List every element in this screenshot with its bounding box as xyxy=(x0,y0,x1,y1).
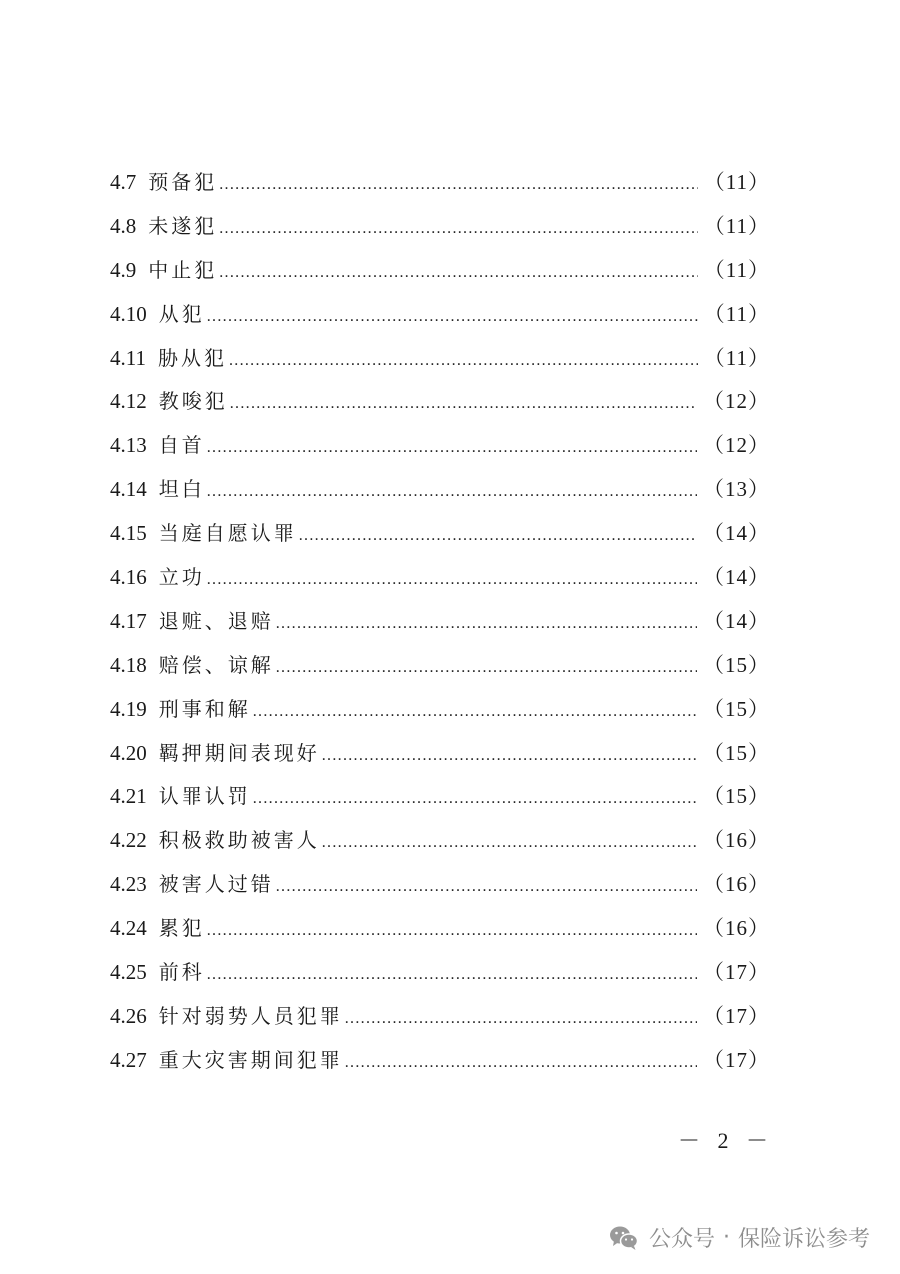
toc-entry-page: （17） xyxy=(703,1003,770,1028)
toc-entry-page: （15） xyxy=(703,784,770,809)
toc-entry-number: 4.21 xyxy=(110,784,147,809)
toc-entry xyxy=(110,517,770,561)
toc-entry xyxy=(110,693,770,737)
toc-dot-leader xyxy=(207,966,697,984)
toc-entry-number: 4.17 xyxy=(110,608,147,633)
toc-entry-title: 预备犯 xyxy=(148,170,218,194)
toc-entry-title: 重大灾害期间犯罪 xyxy=(158,1047,343,1072)
toc-entry-title: 从犯 xyxy=(158,301,205,326)
toc-entry xyxy=(110,737,770,781)
toc-entry-title: 刑事和解 xyxy=(158,696,251,721)
toc-dot-leader xyxy=(276,878,697,896)
toc-dot-leader xyxy=(219,220,698,238)
toc-entry-page: （16） xyxy=(703,828,770,853)
toc-entry-page: （15） xyxy=(703,652,770,677)
toc-entry-page: （16） xyxy=(703,872,770,897)
toc-dot-leader xyxy=(276,659,697,677)
toc-entry-title: 前科 xyxy=(158,960,205,985)
watermark-separator: · xyxy=(722,1225,730,1250)
toc-dot-leader xyxy=(230,395,697,413)
toc-entry xyxy=(110,254,770,298)
toc-entry xyxy=(110,429,770,473)
toc-entry-title: 羁押期间表现好 xyxy=(158,740,320,765)
toc-dot-leader xyxy=(253,790,697,808)
toc-entry-number: 4.16 xyxy=(110,565,147,590)
toc-entry-page: （11） xyxy=(703,301,770,326)
toc-dot-leader xyxy=(299,527,697,545)
toc-entry-number: 4.20 xyxy=(110,740,147,765)
toc-entry-page: （14） xyxy=(703,565,770,590)
toc-entry xyxy=(110,342,770,386)
toc-entry xyxy=(110,298,770,342)
toc-entry xyxy=(110,1000,770,1044)
toc-dot-leader xyxy=(345,1054,697,1072)
toc-entry xyxy=(110,956,770,1000)
toc-entry-title: 认罪认罚 xyxy=(158,784,251,809)
toc-entry-number: 4.25 xyxy=(110,960,147,985)
toc-entry xyxy=(110,385,770,429)
toc-entry xyxy=(110,1044,770,1088)
toc-entry-page: （16） xyxy=(703,916,770,941)
toc-entry-title: 立功 xyxy=(158,565,205,590)
toc-entry-number: 4.8 xyxy=(110,213,137,238)
table-of-contents xyxy=(110,166,770,1088)
toc-entry-page: （11） xyxy=(703,257,770,282)
toc-entry-page: （13） xyxy=(703,477,770,502)
toc-entry-title: 自首 xyxy=(158,433,205,458)
toc-dot-leader xyxy=(322,747,697,765)
toc-entry-page: （11） xyxy=(703,345,770,370)
toc-entry-page: （12） xyxy=(703,433,770,458)
toc-entry-page: （17） xyxy=(703,960,770,985)
toc-entry-title: 未遂犯 xyxy=(148,213,218,238)
toc-dot-leader xyxy=(207,308,698,326)
toc-entry-number: 4.27 xyxy=(110,1047,147,1072)
toc-entry xyxy=(110,473,770,517)
watermark-prefix: 公众号 xyxy=(648,1227,715,1252)
toc-entry-page: （15） xyxy=(703,696,770,721)
toc-entry xyxy=(110,605,770,649)
toc-entry-title: 胁从犯 xyxy=(157,345,227,370)
toc-entry-title: 被害人过错 xyxy=(158,872,274,897)
toc-entry-number: 4.12 xyxy=(110,389,147,414)
toc-dot-leader xyxy=(207,571,697,589)
toc-dot-leader xyxy=(322,834,697,852)
toc-dot-leader xyxy=(219,176,698,194)
toc-entry-number: 4.26 xyxy=(110,1003,147,1028)
toc-dot-leader xyxy=(253,703,697,721)
toc-entry xyxy=(110,649,770,693)
toc-entry-page: （15） xyxy=(703,740,770,765)
toc-entry-number: 4.13 xyxy=(110,433,147,458)
toc-entry-page: （17） xyxy=(703,1047,770,1072)
watermark xyxy=(609,1222,870,1253)
toc-entry-number: 4.14 xyxy=(110,477,147,502)
toc-entry xyxy=(110,166,770,210)
toc-entry-page: （14） xyxy=(703,608,770,633)
toc-entry-number: 4.9 xyxy=(110,257,137,282)
toc-entry-number: 4.18 xyxy=(110,652,147,677)
toc-entry-page: （14） xyxy=(703,521,770,546)
toc-dot-leader xyxy=(207,922,697,940)
toc-entry-title: 赔偿、谅解 xyxy=(158,652,274,677)
toc-entry-number: 4.11 xyxy=(110,345,146,370)
toc-entry xyxy=(110,868,770,912)
toc-entry-number: 4.23 xyxy=(110,872,147,897)
toc-entry xyxy=(110,780,770,824)
toc-entry-number: 4.24 xyxy=(110,916,147,941)
page-number: － 2 － xyxy=(678,1128,775,1153)
toc-dot-leader xyxy=(345,1010,697,1028)
toc-entry xyxy=(110,561,770,605)
toc-entry-number: 4.15 xyxy=(110,521,147,546)
toc-dot-leader xyxy=(207,483,697,501)
toc-entry xyxy=(110,210,770,254)
toc-dot-leader xyxy=(207,439,697,457)
toc-entry-title: 积极救助被害人 xyxy=(158,828,320,853)
toc-entry-title: 累犯 xyxy=(158,916,205,941)
toc-dot-leader xyxy=(276,615,697,633)
toc-dot-leader xyxy=(219,264,698,282)
toc-dot-leader xyxy=(229,352,698,370)
toc-entry xyxy=(110,824,770,868)
toc-entry-page: （11） xyxy=(703,170,770,194)
toc-entry-page: （11） xyxy=(703,213,770,238)
toc-entry-title: 针对弱势人员犯罪 xyxy=(158,1003,343,1028)
wechat-icon xyxy=(609,1225,639,1251)
toc-entry-number: 4.10 xyxy=(110,301,147,326)
toc-entry-title: 退赃、退赔 xyxy=(158,608,274,633)
watermark-account: 保险诉讼参考 xyxy=(737,1227,870,1252)
toc-entry-title: 当庭自愿认罪 xyxy=(158,521,297,546)
toc-entry-number: 4.19 xyxy=(110,696,147,721)
toc-entry xyxy=(110,912,770,956)
toc-entry-number: 4.7 xyxy=(110,170,137,194)
toc-entry-number: 4.22 xyxy=(110,828,147,853)
toc-entry-page: （12） xyxy=(703,389,770,414)
toc-entry-title: 中止犯 xyxy=(148,257,218,282)
toc-entry-title: 教唆犯 xyxy=(158,389,228,414)
toc-entry-title: 坦白 xyxy=(158,477,205,502)
